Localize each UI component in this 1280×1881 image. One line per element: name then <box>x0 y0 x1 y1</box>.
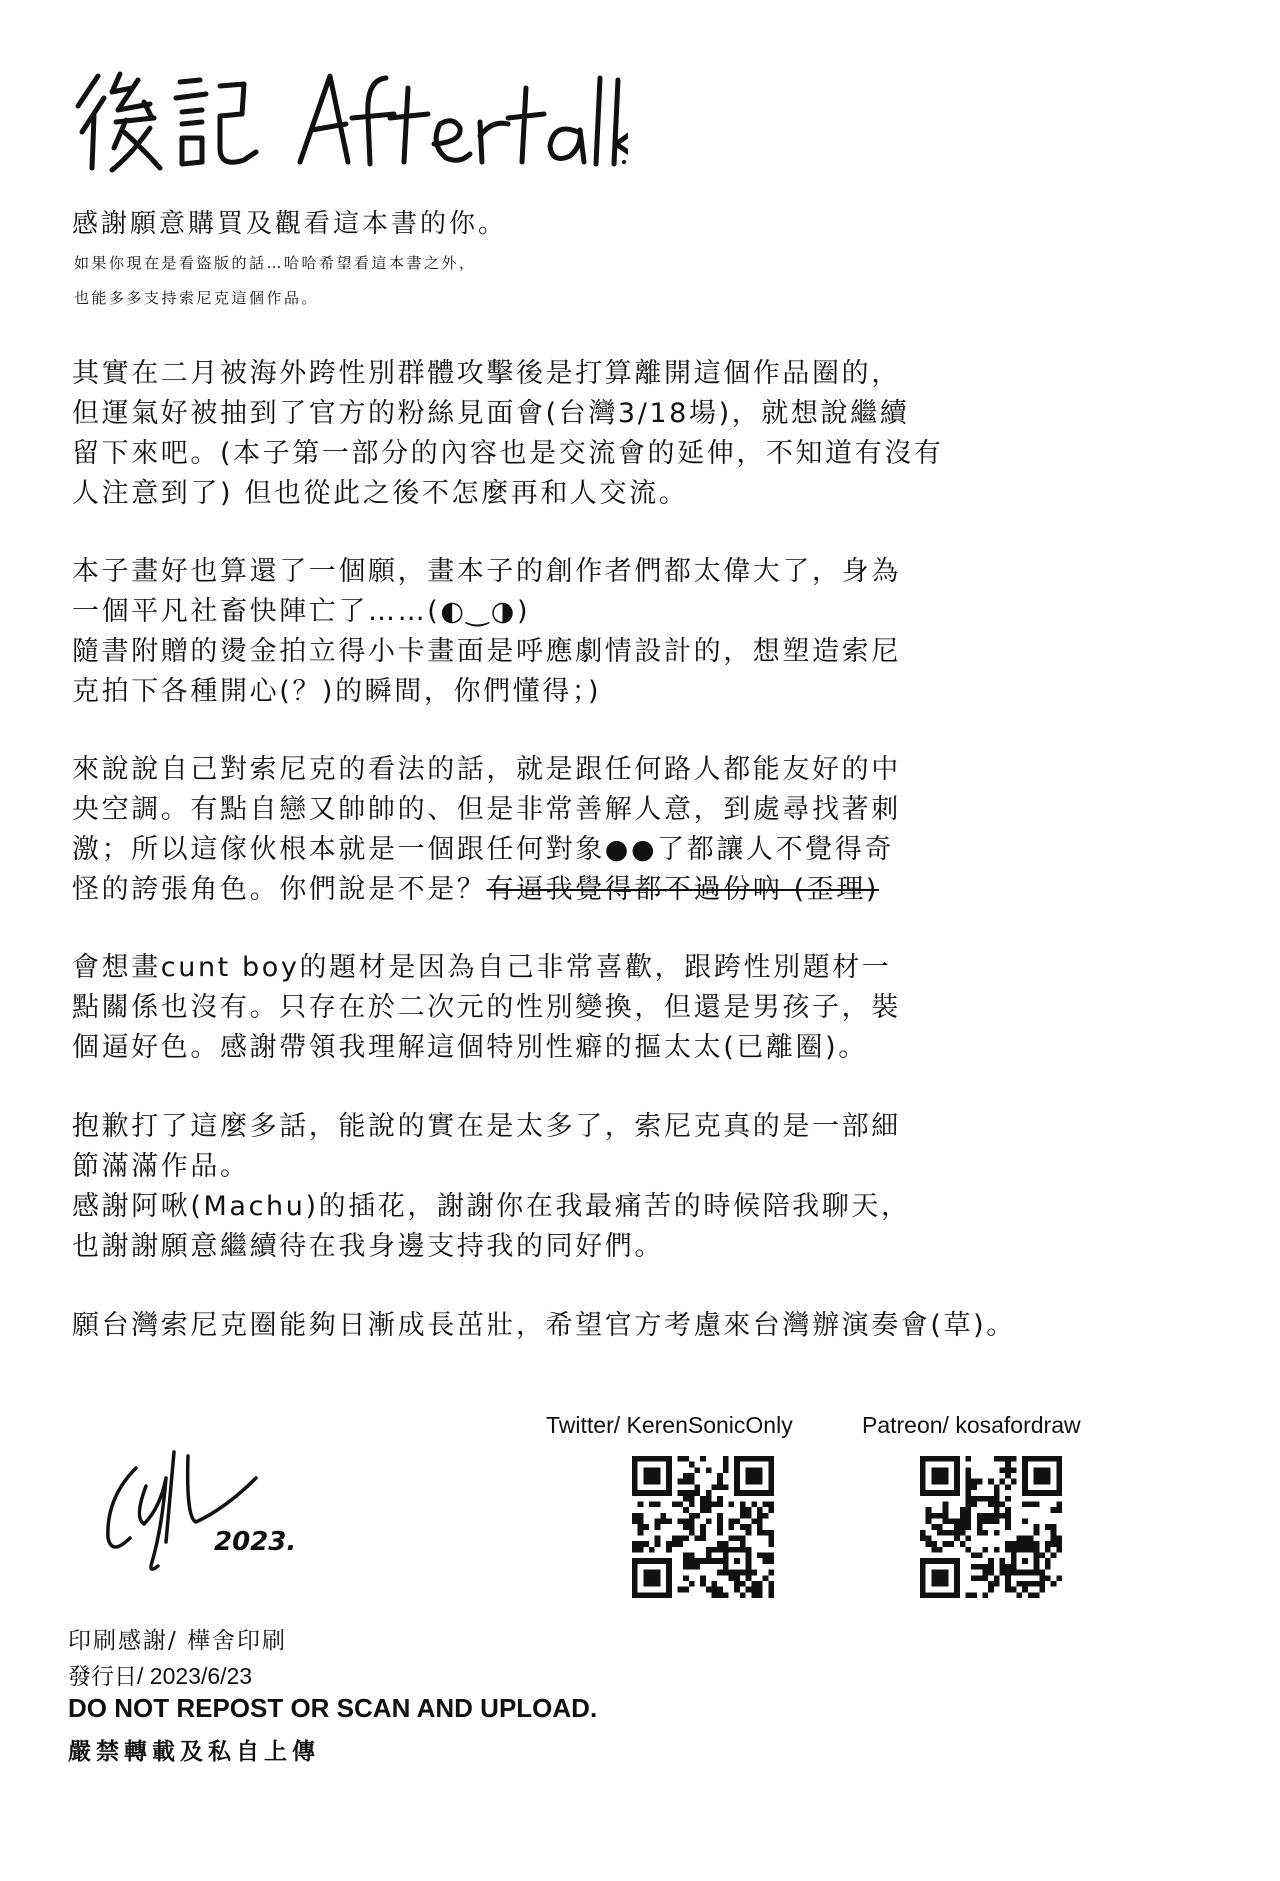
paragraph-6 <box>72 1306 1192 1346</box>
paragraph-line: 來說說自己對索尼克的看法的話，就是跟任何路人都能友好的中 <box>72 754 901 785</box>
paragraph-last-text: 怪的誇張角色。你們說是不是？ <box>72 874 487 905</box>
paragraph-1 <box>72 354 1192 514</box>
patreon-qr-code[interactable] <box>920 1456 1062 1598</box>
paragraph-line: 點關係也沒有。只存在於二次元的性別變換，但還是男孩子，裝 <box>72 992 901 1023</box>
publish-date: 發行日/ 2023/6/23 <box>68 1663 253 1689</box>
paragraph-line: 但運氣好被抽到了官方的粉絲見面會(台灣3/18場)，就想說繼續 <box>72 398 910 429</box>
paragraph-line: 抱歉打了這麼多話，能說的實在是太多了，索尼克真的是一部細 <box>72 1111 901 1142</box>
patreon-label: Patreon/ kosafordraw <box>862 1412 1081 1438</box>
repost-warning-cn: 嚴禁轉載及私自上傳 <box>68 1739 320 1765</box>
intro-main: 感謝願意購買及觀看這本書的你。 <box>72 209 508 239</box>
paragraph-3 <box>72 750 1192 910</box>
signature-year: 2023. <box>214 1527 297 1557</box>
signature <box>96 1438 316 1588</box>
paragraph-2 <box>72 552 1192 712</box>
paragraph-line: 節滿滿作品。 <box>72 1151 250 1182</box>
paragraph-line: 願台灣索尼克圈能夠日漸成長茁壯，希望官方考慮來台灣辦演奏會(草)。 <box>72 1310 1016 1341</box>
qr-code-graphic <box>920 1456 1062 1598</box>
paragraph-line: 也謝謝願意繼續待在我身邊支持我的同好們。 <box>72 1231 664 1262</box>
paragraph-line: 一個平凡社畜快陣亡了……(◐‿◑) <box>72 596 531 627</box>
paragraph-line: 央空調。有點自戀又帥帥的、但是非常善解人意，到處尋找著刺 <box>72 794 901 825</box>
intro-small-line-2: 也能多多支持索尼克這個作品。 <box>74 289 320 307</box>
signature-graphic <box>96 1438 316 1588</box>
qr-code-graphic <box>632 1456 774 1598</box>
twitter-label: Twitter/ KerenSonicOnly <box>546 1412 793 1438</box>
paragraph-line: 克拍下各種開心(？)的瞬間，你們懂得；) <box>72 676 602 707</box>
twitter-qr-code[interactable] <box>632 1456 774 1598</box>
paragraph-line: 會想畫cunt boy的題材是因為自己非常喜歡，跟跨性別題材一 <box>72 952 892 983</box>
struck-through-text: 有逼我覺得都不過份吶 (歪理) <box>486 874 880 905</box>
paragraph-5 <box>72 1107 1192 1267</box>
title-lettering <box>68 58 628 178</box>
paragraph-line: 個逼好色。感謝帶領我理解這個特別性癖的摳太太(已離圈)。 <box>72 1032 868 1063</box>
repost-warning-en: DO NOT REPOST OR SCAN AND UPLOAD. <box>68 1693 598 1723</box>
paragraph-line: 隨書附贈的燙金拍立得小卡畫面是呼應劇情設計的，想塑造索尼 <box>72 636 901 667</box>
paragraph-line: 留下來吧。(本子第一部分的內容也是交流會的延伸，不知道有沒有 <box>72 438 944 469</box>
handwritten-title <box>68 58 628 178</box>
paragraph-line-last <box>72 870 1192 910</box>
intro-small-line-1: 如果你現在是看盜版的話…哈哈希望看這本書之外， <box>74 254 477 272</box>
paragraph-line: 人注意到了) 但也從此之後不怎麼再和人交流。 <box>72 478 689 509</box>
paragraph-line: 激；所以這傢伙根本就是一個跟任何對象●●了都讓人不覺得奇 <box>72 834 894 865</box>
paragraph-4 <box>72 948 1192 1068</box>
printer-credit: 印刷感謝/ 樺舍印刷 <box>68 1628 288 1654</box>
paragraph-line: 感謝阿啾(Machu)的插花，謝謝你在我最痛苦的時候陪我聊天， <box>72 1191 911 1222</box>
paragraph-line: 其實在二月被海外跨性別群體攻擊後是打算離開這個作品圈的， <box>72 358 901 389</box>
paragraph-line: 本子畫好也算還了一個願，畫本子的創作者們都太偉大了，身為 <box>72 556 901 587</box>
